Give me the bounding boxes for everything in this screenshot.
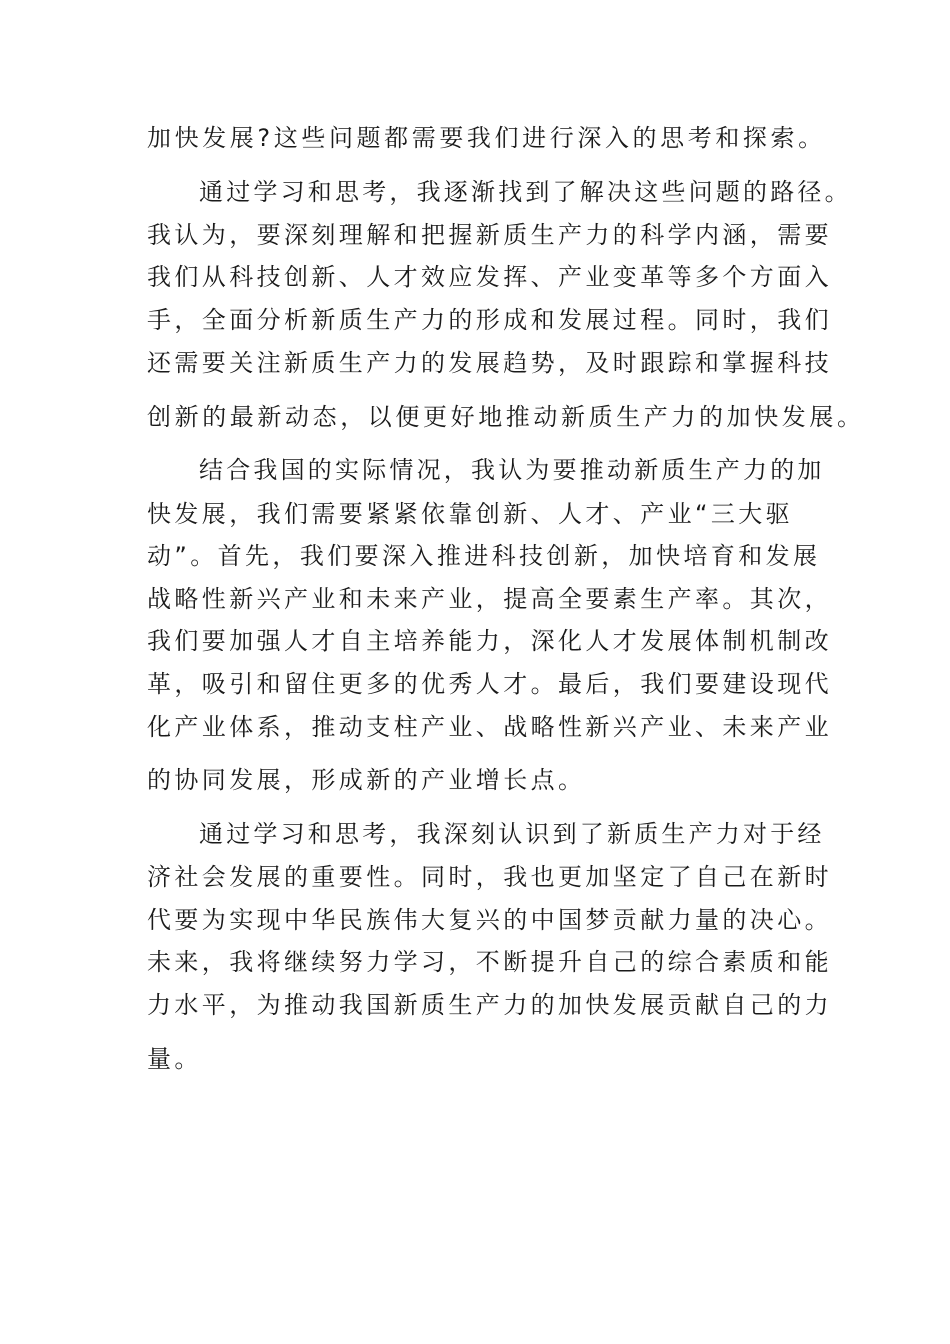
text-line: 结合我国的实际情况，我认为要推动新质生产力的加 <box>199 456 825 484</box>
text-line: 我们从科技创新、人才效应发挥、产业变革等多个方面入 <box>147 263 832 291</box>
text-line: 通过学习和思考，我深刻认识到了新质生产力对于经 <box>199 820 825 848</box>
text-line: 战略性新兴产业和未来产业，提高全要素生产率。其次， <box>147 585 832 613</box>
text-line: 快发展，我们需要紧紧依靠创新、人才、产业“三大驱 <box>147 500 794 528</box>
text-line: 代要为实现中华民族伟大复兴的中国梦贡献力量的决心。 <box>147 906 832 934</box>
text-line: 济社会发展的重要性。同时，我也更加坚定了自己在新时 <box>147 863 832 891</box>
text-line: 化产业体系，推动支柱产业、战略性新兴产业、未来产业 <box>147 713 832 741</box>
text-line: 革，吸引和留住更多的优秀人才。最后，我们要建设现代 <box>147 670 832 698</box>
text-line: 创新的最新动态，以便更好地推动新质生产力的加快发展。 <box>147 403 865 431</box>
text-line: 加快发展?这些问题都需要我们进行深入的思考和探索。 <box>147 124 826 152</box>
text-line: 量。 <box>147 1045 202 1073</box>
text-line: 手，全面分析新质生产力的形成和发展过程。同时，我们 <box>147 306 832 334</box>
text-line: 的协同发展，形成新的产业增长点。 <box>147 766 586 794</box>
text-line: 还需要关注新质生产力的发展趋势，及时跟踪和掌握科技 <box>147 349 832 377</box>
text-line: 动”。首先，我们要深入推进科技创新，加快培育和发展 <box>147 542 821 570</box>
text-line: 我认为，要深刻理解和把握新质生产力的科学内涵，需要 <box>147 221 832 249</box>
text-line: 未来，我将继续努力学习，不断提升自己的综合素质和能 <box>147 948 832 976</box>
text-line: 通过学习和思考，我逐渐找到了解决这些问题的路径。 <box>199 178 852 206</box>
text-line: 我们要加强人才自主培养能力，深化人才发展体制机制改 <box>147 627 832 655</box>
text-line: 力水平，为推动我国新质生产力的加快发展贡献自己的力 <box>147 991 832 1019</box>
